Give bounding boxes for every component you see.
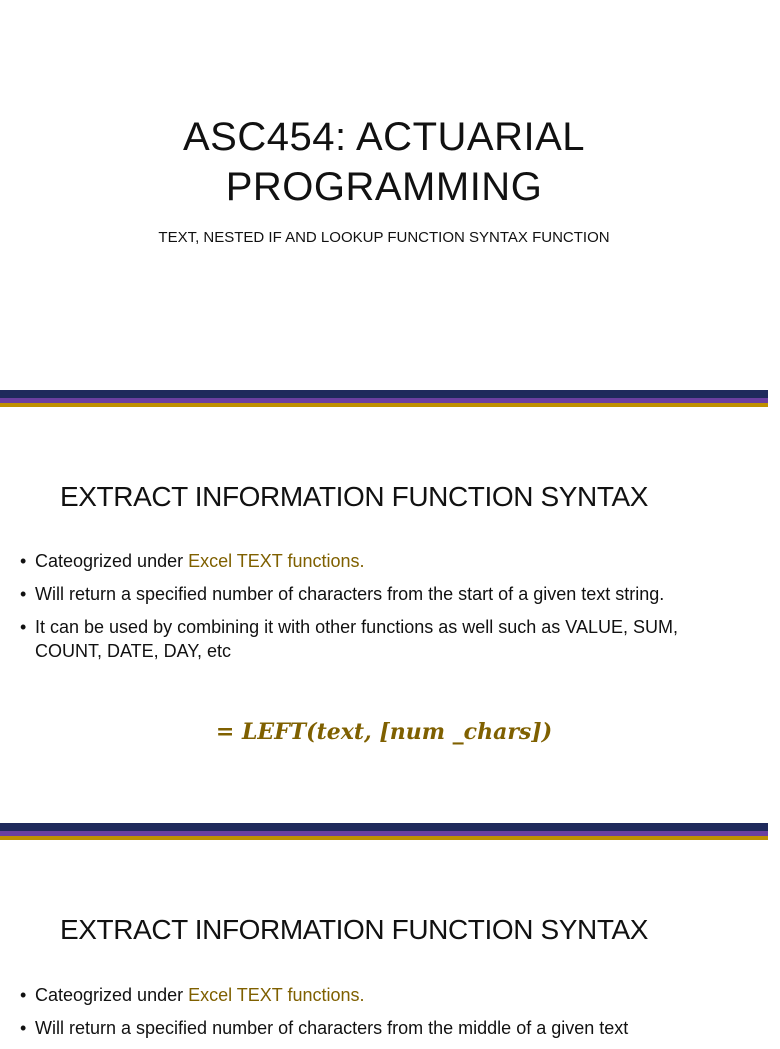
bullet-item <box>20 1016 780 1040</box>
presentation-subtitle: TEXT, NESTED IF AND LOOKUP FUNCTION SYNTAX FUNCTION <box>158 229 610 246</box>
bullet-text: Cateogrized under <box>35 551 189 571</box>
bullet-text: Will return a specified number of characters from the start of a given text string. <box>35 584 665 604</box>
presentation-title-line-2: PROGRAMMING <box>225 165 543 209</box>
bullet-item <box>20 549 720 573</box>
excel-text-functions-link[interactable]: Excel TEXT functions. <box>188 985 365 1005</box>
bullet-item <box>20 983 780 1007</box>
bullet-text: Cateogrized under <box>35 985 189 1005</box>
excel-text-functions-link[interactable]: Excel TEXT functions. <box>188 551 365 571</box>
title-slide <box>0 0 768 390</box>
content-slide-mid-function <box>0 840 768 1038</box>
bullet-list <box>20 983 780 1049</box>
slide-heading: EXTRACT INFORMATION FUNCTION SYNTAX <box>60 914 649 945</box>
bullet-list <box>20 549 720 672</box>
slide-divider <box>0 390 768 407</box>
slide-divider <box>0 823 768 840</box>
divider-stripe-navy <box>0 823 768 831</box>
content-slide-left-function <box>0 407 768 823</box>
left-function-formula: = LEFT(text, [num _chars]) <box>215 719 553 745</box>
bullet-text: Will return a specified number of characters from the middle of a given text <box>35 1018 629 1038</box>
divider-stripe-navy <box>0 390 768 398</box>
bullet-item <box>20 615 720 663</box>
slide-heading: EXTRACT INFORMATION FUNCTION SYNTAX <box>60 481 649 512</box>
bullet-item <box>20 582 720 606</box>
presentation-title <box>0 112 768 212</box>
bullet-text: It can be used by combining it with other functions as well such as VALUE, SUM, COUNT, DATE, DAY, etc <box>35 617 678 661</box>
presentation-title-line-1: ASC454: ACTUARIAL <box>183 115 585 159</box>
